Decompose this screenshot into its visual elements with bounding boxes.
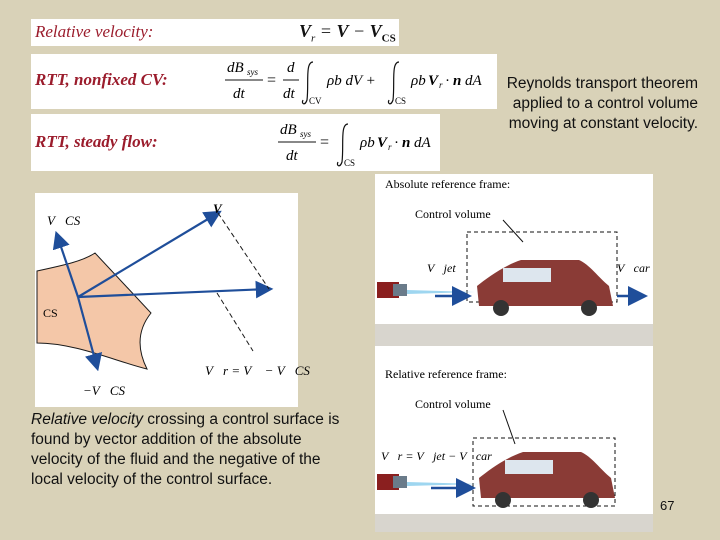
svg-text:CV: CV	[309, 96, 322, 106]
svg-text:=: =	[320, 134, 330, 151]
svg-text:sys: sys	[300, 129, 311, 139]
rtt-steady-label: RTT, steady flow:	[35, 132, 158, 151]
relative-velocity-box	[31, 19, 399, 46]
svg-text:=: =	[267, 72, 277, 89]
svg-text:ρb: ρb	[411, 73, 426, 89]
caption-left	[31, 410, 341, 490]
caption-left-text: crossing a control surface is found by vector addition of the absolute velocity of the fluid and the negative of the local velocity of the control surface.	[31, 411, 340, 488]
svg-text:ρb dV +: ρb dV +	[327, 73, 376, 89]
car-frames-panel	[375, 174, 653, 532]
svg-text:dt: dt	[233, 86, 245, 102]
absolute-frame-title: Absolute reference frame:	[385, 177, 511, 191]
rtt-steady-box	[31, 114, 440, 171]
page-number: 67	[660, 498, 675, 513]
cs-label: CS	[43, 306, 58, 320]
svg-text:r: r	[388, 142, 392, 152]
rtt-nonfixed-box	[31, 54, 497, 109]
vcs-label: V⃗CS	[47, 213, 81, 228]
svg-text:dt: dt	[283, 86, 295, 102]
svg-text:sys: sys	[247, 67, 258, 77]
rtt-nonfixed-label: RTT, nonfixed CV:	[35, 70, 168, 89]
svg-text:dA: dA	[414, 135, 431, 151]
svg-text:V: V	[428, 73, 439, 89]
svg-text:dB: dB	[280, 122, 297, 138]
svg-text:dB: dB	[227, 60, 244, 76]
svg-text:d: d	[287, 60, 295, 76]
rtt-nonfixed-formula	[223, 54, 493, 109]
svg-text:·: ·	[445, 73, 450, 89]
caption-left-italic: Relative velocity	[31, 411, 143, 428]
svg-text:ρb: ρb	[360, 135, 375, 151]
v-label: V⃗	[213, 201, 232, 216]
vjet-label: V⃗jet	[427, 261, 456, 275]
relative-cv-label: Control volume	[415, 397, 491, 411]
v-vector	[78, 213, 218, 297]
vcar-label: V⃗car	[617, 261, 650, 275]
relative-frame-title: Relative reference frame:	[385, 367, 507, 381]
caption-right: Reynolds transport theorem applied to a control volume moving at constant velocity.	[506, 75, 698, 132]
neg-vcs-label: −V⃗CS	[83, 383, 125, 398]
svg-text:n: n	[453, 73, 462, 89]
absolute-cv-label: Control volume	[415, 207, 491, 221]
svg-text:dA: dA	[465, 73, 482, 89]
svg-text:r: r	[439, 80, 443, 90]
svg-text:CS: CS	[395, 96, 407, 106]
relative-velocity-formula: $V_r = V - V_{CS}$	[299, 21, 396, 45]
svg-text:·: ·	[394, 135, 399, 151]
vector-diagram	[35, 193, 310, 407]
svg-text:V: V	[377, 135, 388, 151]
vr-relative-label: V⃗r = V⃗jet − V⃗car	[381, 449, 492, 463]
svg-text:n: n	[402, 135, 411, 151]
rtt-steady-formula	[276, 114, 446, 171]
relative-velocity-label: Relative velocity:	[35, 22, 154, 41]
svg-text:dt: dt	[286, 148, 298, 164]
vr-equation-label: V⃗r = V⃗ − V⃗CS	[205, 363, 310, 378]
svg-text:CS: CS	[344, 158, 356, 168]
